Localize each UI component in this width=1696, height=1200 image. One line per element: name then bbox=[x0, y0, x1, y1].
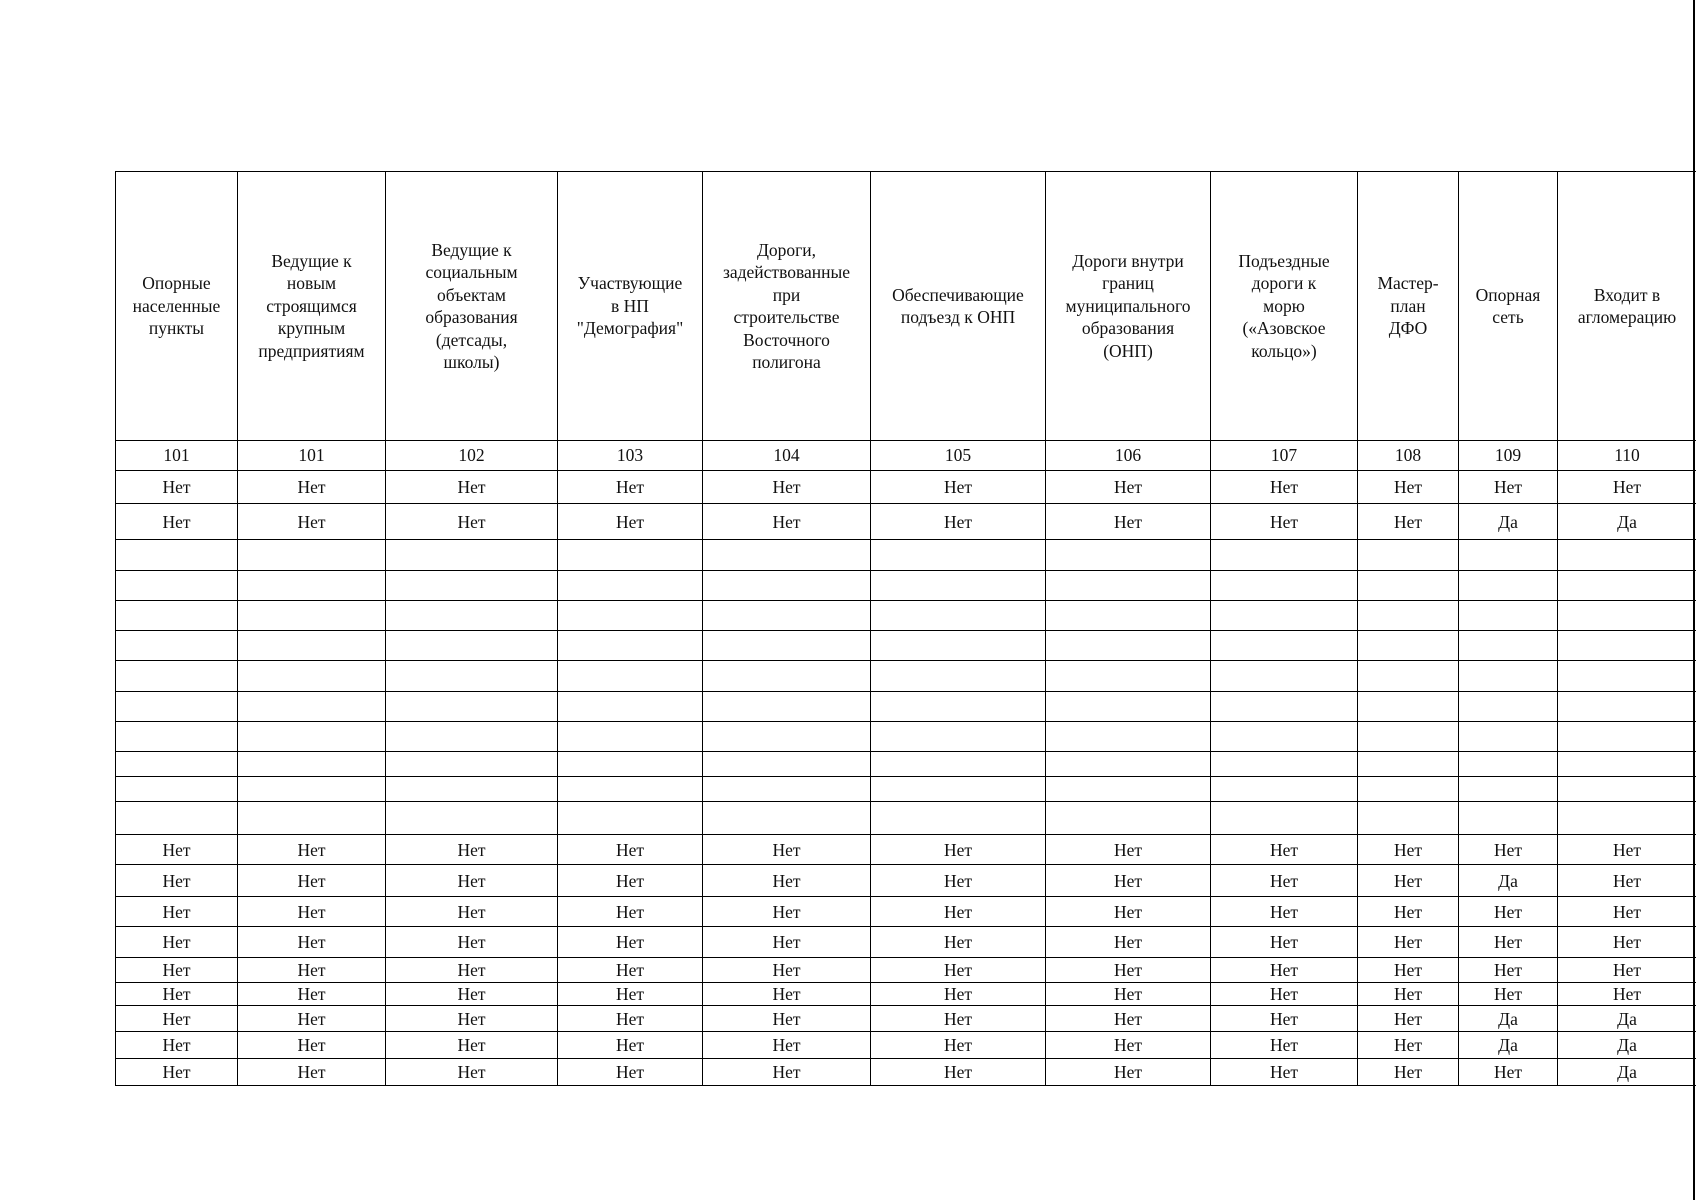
table-cell: Нет bbox=[558, 897, 703, 927]
table-cell: Нет bbox=[1358, 958, 1459, 983]
table-cell: Нет bbox=[1459, 983, 1558, 1006]
table-cell: Нет bbox=[558, 983, 703, 1006]
table-cell bbox=[1211, 601, 1358, 631]
table-cell bbox=[1459, 752, 1558, 777]
table-cell: Нет bbox=[1046, 1006, 1211, 1032]
table-cell: Нет bbox=[1211, 504, 1358, 540]
table-cell bbox=[116, 722, 238, 752]
table-cell: Нет bbox=[386, 471, 558, 504]
table-cell bbox=[1358, 692, 1459, 722]
table-cell bbox=[1046, 752, 1211, 777]
table-cell bbox=[558, 692, 703, 722]
table-cell: Нет bbox=[703, 835, 871, 865]
table-row bbox=[116, 722, 1696, 752]
table-cell: Нет bbox=[1558, 835, 1696, 865]
table-cell bbox=[558, 752, 703, 777]
table-cell bbox=[386, 692, 558, 722]
table-row bbox=[116, 983, 1696, 1006]
table-cell bbox=[1211, 777, 1358, 802]
table-cell bbox=[558, 802, 703, 835]
table-cell bbox=[1046, 692, 1211, 722]
table-cell bbox=[386, 601, 558, 631]
table-cell bbox=[1558, 661, 1696, 692]
table-cell: Нет bbox=[1211, 835, 1358, 865]
table-cell: Нет bbox=[703, 1059, 871, 1086]
table-cell bbox=[558, 722, 703, 752]
table-cell bbox=[871, 571, 1046, 601]
table-cell bbox=[386, 777, 558, 802]
table-cell bbox=[1459, 540, 1558, 571]
table-row bbox=[116, 927, 1696, 958]
table-cell bbox=[386, 571, 558, 601]
table-cell: Нет bbox=[116, 504, 238, 540]
table-cell bbox=[116, 777, 238, 802]
table-cell bbox=[238, 802, 386, 835]
table-cell bbox=[703, 601, 871, 631]
table-cell: Нет bbox=[1046, 897, 1211, 927]
table-cell bbox=[871, 601, 1046, 631]
column-number-cell: 108 bbox=[1358, 441, 1459, 471]
table-cell bbox=[558, 601, 703, 631]
table-cell: Нет bbox=[116, 927, 238, 958]
table-cell: Нет bbox=[1046, 471, 1211, 504]
table-cell bbox=[1459, 661, 1558, 692]
column-header: Обеспечивающие подъезд к ОНП bbox=[871, 172, 1046, 441]
table-cell: Нет bbox=[1211, 1059, 1358, 1086]
table-cell: Да bbox=[1459, 1006, 1558, 1032]
table-cell bbox=[238, 601, 386, 631]
table-cell bbox=[116, 571, 238, 601]
table-cell bbox=[871, 692, 1046, 722]
table-cell bbox=[116, 752, 238, 777]
table-cell bbox=[1211, 661, 1358, 692]
table-cell bbox=[1358, 802, 1459, 835]
table-cell: Нет bbox=[703, 958, 871, 983]
table-cell: Нет bbox=[1358, 504, 1459, 540]
column-header: Входит в агломерацию bbox=[1558, 172, 1696, 441]
table-cell: Нет bbox=[238, 897, 386, 927]
table-cell bbox=[558, 540, 703, 571]
table-cell bbox=[1358, 777, 1459, 802]
table-cell: Да bbox=[1558, 504, 1696, 540]
table-cell bbox=[1459, 692, 1558, 722]
table-cell bbox=[703, 722, 871, 752]
column-number-cell: 104 bbox=[703, 441, 871, 471]
table-cell bbox=[1459, 631, 1558, 661]
table-cell: Нет bbox=[386, 927, 558, 958]
table-cell: Нет bbox=[116, 835, 238, 865]
table-row bbox=[116, 504, 1696, 540]
column-header: Подъездные дороги к морю («Азовское кольцо») bbox=[1211, 172, 1358, 441]
table-cell: Нет bbox=[386, 835, 558, 865]
table-cell: Да bbox=[1558, 1006, 1696, 1032]
table-cell: Нет bbox=[871, 471, 1046, 504]
table-cell: Нет bbox=[871, 983, 1046, 1006]
table-cell bbox=[1459, 571, 1558, 601]
table-cell bbox=[1211, 631, 1358, 661]
table-cell: Нет bbox=[703, 897, 871, 927]
column-header: Участвующие в НП "Демография" bbox=[558, 172, 703, 441]
table-cell: Нет bbox=[238, 983, 386, 1006]
table-cell bbox=[871, 777, 1046, 802]
table-cell bbox=[386, 722, 558, 752]
table-cell: Нет bbox=[1211, 471, 1358, 504]
column-number-cell: 102 bbox=[386, 441, 558, 471]
table-cell bbox=[386, 631, 558, 661]
table-cell bbox=[238, 661, 386, 692]
table-cell: Нет bbox=[703, 1006, 871, 1032]
table-row bbox=[116, 601, 1696, 631]
table-cell bbox=[386, 752, 558, 777]
table-cell: Нет bbox=[871, 835, 1046, 865]
table-cell bbox=[703, 752, 871, 777]
column-number-cell: 107 bbox=[1211, 441, 1358, 471]
column-number-cell: 109 bbox=[1459, 441, 1558, 471]
table-cell: Нет bbox=[1459, 927, 1558, 958]
table-row bbox=[116, 1006, 1696, 1032]
table-cell bbox=[1046, 571, 1211, 601]
table-body bbox=[116, 441, 1696, 1086]
table-cell: Нет bbox=[1459, 471, 1558, 504]
table-cell: Нет bbox=[871, 504, 1046, 540]
table-cell bbox=[1211, 752, 1358, 777]
table-cell: Нет bbox=[703, 1032, 871, 1059]
table-cell: Нет bbox=[871, 1059, 1046, 1086]
table-row bbox=[116, 661, 1696, 692]
table-row bbox=[116, 540, 1696, 571]
table-cell: Нет bbox=[1211, 958, 1358, 983]
table-cell bbox=[1046, 631, 1211, 661]
table-cell bbox=[1358, 752, 1459, 777]
table-cell bbox=[1046, 540, 1211, 571]
table-cell: Нет bbox=[1459, 958, 1558, 983]
column-header: Ведущие к социальным объектам образования (детсады, школы) bbox=[386, 172, 558, 441]
table-row bbox=[116, 752, 1696, 777]
table-cell bbox=[238, 722, 386, 752]
table-cell bbox=[238, 777, 386, 802]
table-cell: Нет bbox=[1211, 1006, 1358, 1032]
table-cell: Нет bbox=[1046, 1059, 1211, 1086]
table-cell bbox=[1459, 601, 1558, 631]
table-cell bbox=[116, 692, 238, 722]
table-cell bbox=[703, 692, 871, 722]
table-cell bbox=[703, 540, 871, 571]
table-cell: Да bbox=[1459, 504, 1558, 540]
table-cell bbox=[1046, 802, 1211, 835]
table-cell bbox=[1211, 540, 1358, 571]
table-cell: Нет bbox=[238, 927, 386, 958]
table-row bbox=[116, 692, 1696, 722]
table-cell: Нет bbox=[1046, 504, 1211, 540]
table-cell bbox=[1358, 540, 1459, 571]
table-cell bbox=[558, 571, 703, 601]
table-cell: Нет bbox=[238, 1006, 386, 1032]
table-cell bbox=[238, 752, 386, 777]
table-row bbox=[116, 835, 1696, 865]
table-cell: Нет bbox=[558, 1032, 703, 1059]
table-cell: Нет bbox=[1358, 1006, 1459, 1032]
table-cell: Нет bbox=[116, 983, 238, 1006]
table-cell: Нет bbox=[1558, 471, 1696, 504]
table-cell: Нет bbox=[386, 897, 558, 927]
table-cell: Нет bbox=[1558, 865, 1696, 897]
table-cell bbox=[116, 540, 238, 571]
table-cell: Нет bbox=[1211, 1032, 1358, 1059]
table-cell bbox=[871, 631, 1046, 661]
table-cell: Нет bbox=[703, 927, 871, 958]
table-cell bbox=[116, 601, 238, 631]
column-number-cell: 101 bbox=[238, 441, 386, 471]
table-cell: Нет bbox=[558, 958, 703, 983]
table-cell bbox=[386, 802, 558, 835]
table-cell bbox=[1046, 722, 1211, 752]
table-row bbox=[116, 802, 1696, 835]
table-row bbox=[116, 777, 1696, 802]
table-cell: Нет bbox=[1046, 958, 1211, 983]
table-cell: Нет bbox=[871, 927, 1046, 958]
table-cell bbox=[1046, 661, 1211, 692]
table-cell bbox=[871, 722, 1046, 752]
table-cell bbox=[558, 631, 703, 661]
table-cell: Нет bbox=[238, 504, 386, 540]
table-cell: Нет bbox=[558, 1006, 703, 1032]
table-cell: Нет bbox=[871, 865, 1046, 897]
column-header: Опорная сеть bbox=[1459, 172, 1558, 441]
table-cell: Нет bbox=[1459, 897, 1558, 927]
table-cell bbox=[1459, 802, 1558, 835]
table-cell: Нет bbox=[558, 1059, 703, 1086]
column-number-cell: 103 bbox=[558, 441, 703, 471]
table-row bbox=[116, 571, 1696, 601]
column-number-cell: 106 bbox=[1046, 441, 1211, 471]
table-cell: Нет bbox=[1046, 983, 1211, 1006]
table-cell bbox=[703, 802, 871, 835]
table-row bbox=[116, 958, 1696, 983]
table-cell: Нет bbox=[386, 983, 558, 1006]
table-cell: Нет bbox=[1046, 865, 1211, 897]
table-cell bbox=[1046, 601, 1211, 631]
column-number-row bbox=[116, 441, 1696, 471]
table-cell bbox=[871, 802, 1046, 835]
table-cell bbox=[871, 752, 1046, 777]
table-cell: Нет bbox=[238, 958, 386, 983]
column-header: Ведущие к новым строящимся крупным предприятиям bbox=[238, 172, 386, 441]
table-cell bbox=[703, 571, 871, 601]
table-cell bbox=[1358, 631, 1459, 661]
table-cell bbox=[116, 802, 238, 835]
column-header: Мастер- план ДФО bbox=[1358, 172, 1459, 441]
table-cell bbox=[1211, 571, 1358, 601]
table-cell bbox=[1459, 777, 1558, 802]
table-row bbox=[116, 631, 1696, 661]
table-cell: Нет bbox=[558, 471, 703, 504]
table-cell: Нет bbox=[386, 865, 558, 897]
table-row bbox=[116, 865, 1696, 897]
table-cell: Нет bbox=[116, 1032, 238, 1059]
table-cell: Нет bbox=[1046, 1032, 1211, 1059]
table-cell: Нет bbox=[386, 1032, 558, 1059]
table-cell bbox=[1211, 722, 1358, 752]
table-cell: Нет bbox=[116, 865, 238, 897]
table-cell: Нет bbox=[1358, 927, 1459, 958]
table-cell bbox=[238, 692, 386, 722]
table-cell bbox=[1358, 601, 1459, 631]
table-row bbox=[116, 471, 1696, 504]
table-cell: Нет bbox=[116, 1006, 238, 1032]
table-cell: Нет bbox=[1358, 865, 1459, 897]
table-cell bbox=[238, 540, 386, 571]
table-cell: Нет bbox=[1211, 897, 1358, 927]
table-cell: Нет bbox=[1358, 983, 1459, 1006]
table-cell bbox=[238, 571, 386, 601]
table-cell: Нет bbox=[238, 1032, 386, 1059]
table-cell bbox=[1211, 802, 1358, 835]
column-header: Дороги внутри границ муниципального образования (ОНП) bbox=[1046, 172, 1211, 441]
table-cell: Нет bbox=[703, 504, 871, 540]
column-number-cell: 105 bbox=[871, 441, 1046, 471]
table-row bbox=[116, 1032, 1696, 1059]
table-row bbox=[116, 1059, 1696, 1086]
table-cell bbox=[871, 661, 1046, 692]
table-cell bbox=[116, 631, 238, 661]
data-table bbox=[115, 171, 1696, 1086]
table-cell bbox=[238, 631, 386, 661]
table-cell: Нет bbox=[1459, 835, 1558, 865]
table-cell: Нет bbox=[1558, 897, 1696, 927]
table-cell: Нет bbox=[1358, 1059, 1459, 1086]
table-cell bbox=[703, 631, 871, 661]
table-cell bbox=[1459, 722, 1558, 752]
table-cell: Нет bbox=[1211, 983, 1358, 1006]
table-cell: Нет bbox=[386, 958, 558, 983]
table-cell: Нет bbox=[1358, 471, 1459, 504]
table-cell bbox=[1558, 601, 1696, 631]
table-cell: Нет bbox=[558, 927, 703, 958]
table-cell bbox=[1558, 722, 1696, 752]
table-cell: Нет bbox=[238, 865, 386, 897]
table-cell: Нет bbox=[386, 504, 558, 540]
table-cell: Нет bbox=[703, 983, 871, 1006]
table-cell: Нет bbox=[1211, 927, 1358, 958]
table-header-row bbox=[116, 172, 1696, 441]
table-cell: Нет bbox=[871, 1006, 1046, 1032]
table-cell bbox=[558, 661, 703, 692]
table-cell: Нет bbox=[1211, 865, 1358, 897]
table-cell: Нет bbox=[238, 1059, 386, 1086]
table-cell bbox=[1211, 692, 1358, 722]
table-cell: Нет bbox=[1558, 983, 1696, 1006]
table-cell: Нет bbox=[1558, 958, 1696, 983]
table-cell: Нет bbox=[1046, 927, 1211, 958]
table-cell: Да bbox=[1459, 865, 1558, 897]
table-cell bbox=[703, 777, 871, 802]
table-cell: Да bbox=[1459, 1032, 1558, 1059]
table-cell bbox=[1558, 692, 1696, 722]
table-cell bbox=[1558, 752, 1696, 777]
table-cell bbox=[703, 661, 871, 692]
table-cell: Нет bbox=[116, 958, 238, 983]
table-cell: Нет bbox=[116, 1059, 238, 1086]
table-row bbox=[116, 897, 1696, 927]
table-cell bbox=[1558, 540, 1696, 571]
table-cell: Нет bbox=[1358, 1032, 1459, 1059]
table-cell: Нет bbox=[558, 865, 703, 897]
table-cell: Нет bbox=[558, 835, 703, 865]
table-cell: Да bbox=[1558, 1032, 1696, 1059]
table-cell: Нет bbox=[1046, 835, 1211, 865]
table-cell: Нет bbox=[238, 835, 386, 865]
table-cell bbox=[1358, 661, 1459, 692]
table-cell: Нет bbox=[386, 1059, 558, 1086]
table-cell: Нет bbox=[558, 504, 703, 540]
table-cell: Нет bbox=[703, 865, 871, 897]
table-cell bbox=[1558, 777, 1696, 802]
table-cell bbox=[1358, 722, 1459, 752]
table-cell: Нет bbox=[1459, 1059, 1558, 1086]
column-number-cell: 110 bbox=[1558, 441, 1696, 471]
table-cell: Нет bbox=[386, 1006, 558, 1032]
column-header: Опорные населенные пункты bbox=[116, 172, 238, 441]
table-cell: Нет bbox=[116, 471, 238, 504]
table-cell: Нет bbox=[116, 897, 238, 927]
table-cell bbox=[871, 540, 1046, 571]
table-cell: Да bbox=[1558, 1059, 1696, 1086]
table-cell bbox=[1558, 631, 1696, 661]
table-cell bbox=[116, 661, 238, 692]
table-cell: Нет bbox=[871, 1032, 1046, 1059]
table-cell: Нет bbox=[871, 958, 1046, 983]
table-cell: Нет bbox=[703, 471, 871, 504]
table-cell: Нет bbox=[1358, 835, 1459, 865]
table-cell bbox=[1046, 777, 1211, 802]
table-cell: Нет bbox=[871, 897, 1046, 927]
column-header: Дороги, задействованные при строительстве Восточного полигона bbox=[703, 172, 871, 441]
table-cell bbox=[1358, 571, 1459, 601]
table-cell bbox=[1558, 802, 1696, 835]
table-cell bbox=[1558, 571, 1696, 601]
table-cell bbox=[386, 540, 558, 571]
column-number-cell: 101 bbox=[116, 441, 238, 471]
table-cell bbox=[386, 661, 558, 692]
table-cell: Нет bbox=[238, 471, 386, 504]
table-cell bbox=[558, 777, 703, 802]
table-cell: Нет bbox=[1358, 897, 1459, 927]
table-cell: Нет bbox=[1558, 927, 1696, 958]
